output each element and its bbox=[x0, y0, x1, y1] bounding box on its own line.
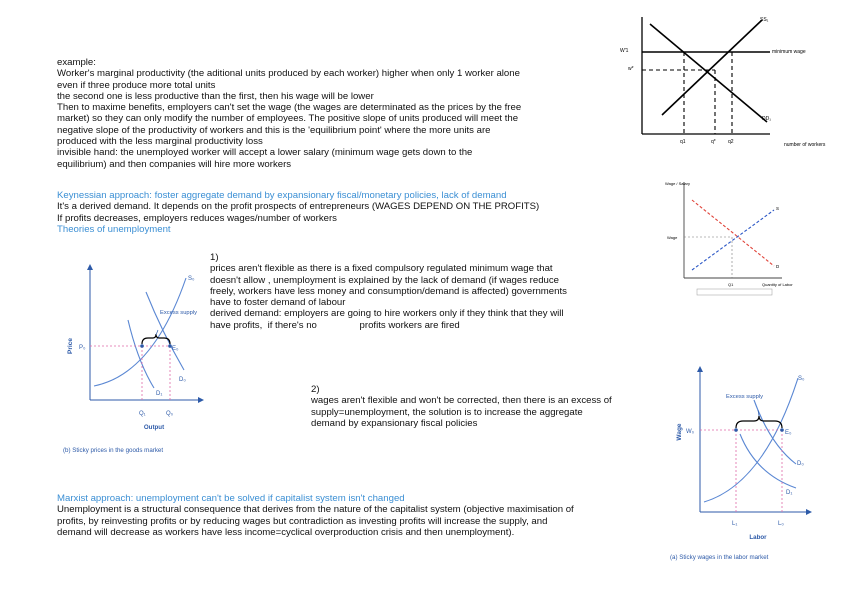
w0-label: W₀ bbox=[686, 429, 695, 435]
x-axis-arrow bbox=[806, 509, 812, 515]
demand-d0-curve bbox=[146, 292, 184, 370]
goods-figure-caption: (b) Sticky prices in the goods market bbox=[63, 447, 164, 454]
y-axis-arrow bbox=[697, 366, 703, 372]
d1-label: D₁ bbox=[156, 391, 163, 397]
note-line: If profits decreases, employers reduces wages/number of workers bbox=[57, 212, 337, 224]
x-axis-label: Output bbox=[143, 424, 165, 431]
y-axis-label: Wage / Salary bbox=[665, 181, 690, 186]
labor-figure-caption: (a) Sticky wages in the labor market bbox=[670, 554, 769, 561]
note-line: It's a derived demand. It depends on the profit prospects of entrepreneurs (WAGES DEPEND ON THE PROFITS) bbox=[57, 201, 540, 213]
note-line: negative slope of the productivity of workers and this is the 'equilibrium point' where the more units are bbox=[57, 124, 491, 136]
excess-brace bbox=[736, 416, 782, 428]
marxist-section bbox=[57, 493, 657, 538]
minimum-wage-figure bbox=[612, 12, 842, 154]
note-line: example: bbox=[57, 57, 96, 68]
supply-curve bbox=[662, 20, 762, 115]
s-label: S bbox=[776, 206, 780, 211]
note-line: 1) bbox=[210, 252, 219, 263]
example-section bbox=[57, 57, 617, 170]
note-line: Then to maxime benefits, employers can't set the wage (the wages are determinated as the prices by the free bbox=[57, 102, 522, 114]
q0-label: Q₀ bbox=[166, 411, 174, 417]
q-tick: Q1 bbox=[728, 282, 734, 287]
note-line: Worker's marginal productivity (the aditional units produced by each worker) higher when only 1 worker alone bbox=[57, 68, 520, 80]
marxist-heading: Marxist approach: unemployment can't be solved if capitalist system isn't changed bbox=[57, 493, 405, 504]
x-axis-label: number of workers bbox=[784, 142, 826, 148]
d0-label: D₀ bbox=[179, 377, 186, 383]
note-line: have to foster demand of labour bbox=[210, 297, 346, 309]
p0-label: P₀ bbox=[79, 345, 86, 351]
note-line: invisible hand: the unemployed worker will accept a lower salary (minimum wage gets down to the bbox=[57, 147, 473, 159]
note-line: produced with the less marginal productivity loss bbox=[57, 136, 263, 148]
theory-1 bbox=[210, 252, 650, 331]
d-label: D bbox=[776, 264, 780, 269]
note-line: freely, workers have less money and consumption/demand is affected) governments bbox=[210, 285, 567, 297]
note-line: market) so they can only modify the number of employees. The positive slope of units produced will meet the bbox=[57, 113, 519, 125]
note-line: profits, by reinvesting profits or by reducing wages but contradiction as investing profits will increase the supply, and bbox=[57, 515, 548, 527]
note-line: wages aren't flexible and won't be corrected, then there is an excess of bbox=[311, 395, 612, 407]
equilibrium-point bbox=[780, 428, 784, 432]
goods-market-figure bbox=[58, 262, 208, 438]
demand-d1-curve bbox=[128, 320, 154, 388]
q2-label: q2 bbox=[728, 139, 734, 145]
point-on-d1 bbox=[734, 428, 738, 432]
l1-label: L₁ bbox=[732, 521, 738, 527]
ss-label: SS₁ bbox=[760, 17, 769, 23]
excess-pointer bbox=[156, 330, 158, 335]
y-axis-label: Price bbox=[67, 338, 74, 354]
note-line: the second one is less productive than the first, then his wage will be lower bbox=[57, 90, 374, 102]
s0-label: S₀ bbox=[798, 376, 805, 382]
theories-heading: Theories of unemployment bbox=[57, 223, 171, 235]
note-line: supply=unemployment, the solution is to increase the aggregate bbox=[311, 406, 583, 418]
theory-2 bbox=[311, 384, 671, 429]
note-line: even if three produce more total units bbox=[57, 79, 216, 91]
q1-label: q1 bbox=[680, 139, 686, 145]
x-axis-label: Labor bbox=[749, 534, 767, 541]
w-star-label: w* bbox=[628, 66, 634, 72]
sticky-wages-figure bbox=[666, 364, 816, 554]
supply-curve bbox=[94, 278, 186, 386]
wage-tick: Wage bbox=[667, 235, 678, 240]
point-on-d1 bbox=[140, 344, 144, 348]
excess-supply-label: Excess supply bbox=[160, 310, 198, 316]
x-axis-label: Quantity of Labor bbox=[762, 282, 793, 287]
y-axis-label: Wage bbox=[676, 423, 683, 441]
note-line: demand by expansionary fiscal policies bbox=[311, 417, 478, 429]
note-line: equilibrium) and then companies will hire more workers bbox=[57, 158, 292, 170]
note-line: prices aren't flexible as there is a fixed compulsory regulated minimum wage that bbox=[210, 263, 553, 275]
w-min-label: W'1 bbox=[620, 48, 629, 54]
caption-box bbox=[697, 289, 772, 295]
note-line: demand will decrease as workers have less income=cyclical overproduction crisis and then unemployment). bbox=[57, 526, 515, 538]
demand-curve bbox=[650, 24, 767, 122]
dd-label: DD₁ bbox=[762, 116, 771, 122]
l0-label: L₀ bbox=[778, 521, 784, 527]
s0-label: S₀ bbox=[188, 276, 195, 282]
e0-label: E₀ bbox=[785, 430, 792, 436]
excess-supply-label: Excess supply bbox=[726, 394, 764, 400]
d0-label: D₀ bbox=[797, 461, 804, 467]
demand-line bbox=[692, 200, 774, 266]
e0-label: E₀ bbox=[172, 346, 179, 352]
note-line: Unemployment is a structural consequence that derives from the nature of the capitalist system (objective maximisation of bbox=[57, 504, 574, 516]
d1-label: D₁ bbox=[786, 490, 793, 496]
y-axis-arrow bbox=[87, 264, 93, 270]
q1-label: Q₁ bbox=[139, 411, 146, 417]
keynes-section bbox=[57, 190, 647, 235]
keynes-heading: Keynessian approach: foster aggregate demand by expansionary fiscal/monetary policies, lack of demand bbox=[57, 190, 507, 201]
min-wage-label: minimum wage bbox=[772, 49, 806, 55]
note-line: doesn't allow , unemployment is explained by the lack of demand (if wages reduce bbox=[210, 274, 560, 286]
note-line: have profits, if there's no profits workers are fired bbox=[210, 319, 460, 331]
q-star-label: q* bbox=[711, 139, 716, 145]
supply-line bbox=[692, 210, 774, 270]
demand-d1-curve bbox=[740, 434, 796, 488]
note-line: derived demand: employers are going to hire workers only if they think that they will bbox=[210, 308, 564, 320]
note-line: 2) bbox=[311, 384, 320, 395]
x-axis-arrow bbox=[198, 397, 204, 403]
labor-market-figure bbox=[662, 170, 794, 300]
